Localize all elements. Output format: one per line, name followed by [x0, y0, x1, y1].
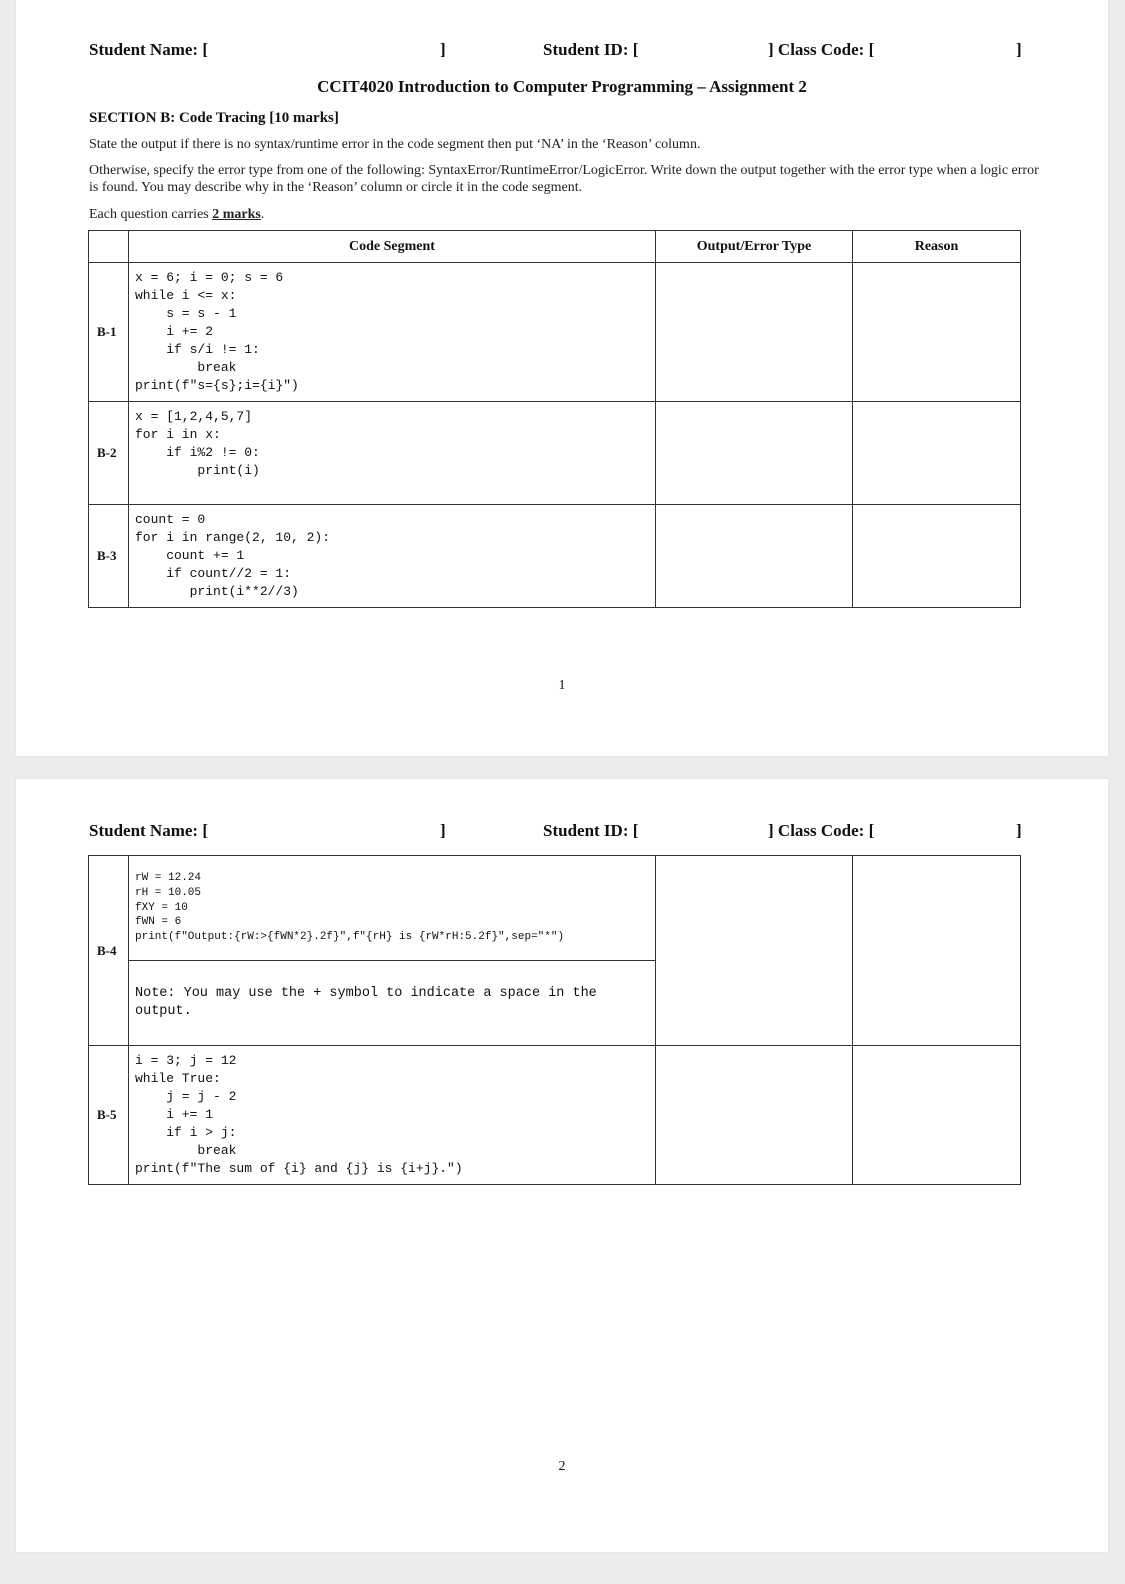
code-segment-b3: count = 0 for i in range(2, 10, 2): count += 1 if count//2 = 1: print(i**2//3)	[135, 512, 331, 599]
question-id: B-4	[89, 856, 129, 1046]
questions-table-1	[88, 230, 1021, 608]
col-code-header: Code Segment	[129, 231, 656, 263]
output-answer-cell[interactable]	[656, 263, 853, 402]
page-1	[16, 0, 1108, 756]
question-id: B-1	[89, 263, 129, 402]
student-name-label: Student Name: [	[89, 40, 208, 59]
col-reason-header: Reason	[853, 231, 1021, 263]
student-id-label: Student ID: [	[543, 40, 639, 59]
col-output-header: Output/Error Type	[656, 231, 853, 263]
reason-answer-cell[interactable]	[853, 263, 1021, 402]
table-row	[89, 505, 1021, 608]
output-answer-cell[interactable]	[656, 505, 853, 608]
reason-answer-cell[interactable]	[853, 505, 1021, 608]
student-name-close-bracket: ]	[440, 40, 446, 59]
table-row	[89, 1046, 1021, 1185]
code-cell	[129, 505, 656, 608]
reason-answer-cell[interactable]	[853, 856, 1021, 1046]
questions-table-2	[88, 855, 1021, 1185]
instruction-3	[89, 206, 1049, 223]
col-id-header	[89, 231, 129, 263]
marks-emphasis: 2 marks	[212, 207, 261, 222]
instruction-2: Otherwise, specify the error type from one of the following: SyntaxError/RuntimeError/LogicError. Write down the output together with the error type when a logic error is found. You may describe why in the ‘Reason’ column or circle it in the code segment.	[89, 163, 1039, 195]
class-code-close-bracket: ]	[1016, 821, 1022, 840]
output-answer-cell[interactable]	[656, 856, 853, 1046]
reason-answer-cell[interactable]	[853, 1046, 1021, 1185]
code-cell	[129, 263, 656, 402]
code-cell	[129, 856, 656, 961]
question-id: B-3	[89, 505, 129, 608]
code-cell	[129, 402, 656, 505]
note-cell	[129, 961, 656, 1046]
page-2	[16, 779, 1108, 1552]
instruction-3-prefix: Each question carries	[89, 207, 213, 222]
assignment-title: CCIT4020 Introduction to Computer Programming – Assignment 2	[317, 77, 807, 96]
student-name-close-bracket: ]	[440, 821, 446, 840]
code-cell	[129, 1046, 656, 1185]
code-segment-b2: x = [1,2,4,5,7] for i in x: if i%2 != 0: print(i)	[135, 409, 260, 478]
reason-answer-cell[interactable]	[853, 402, 1021, 505]
code-segment-b5: i = 3; j = 12 while True: j = j - 2 i += 1 if i > j: break print(f"The sum of {i} and {j} is {i+j}.")	[135, 1053, 463, 1176]
page-number: 1	[558, 678, 566, 693]
code-segment-b4: rW = 12.24 rH = 10.05 fXY = 10 fWN = 6 print(f"Output:{rW:>{fWN*2}.2f}",f"{rH} is {rW*rH:5.2f}",sep="*")	[135, 872, 565, 944]
question-id: B-2	[89, 402, 129, 505]
note-text: Note: You may use the + symbol to indicate a space in the output.	[135, 986, 597, 1019]
page-number: 2	[558, 1459, 566, 1474]
output-answer-cell[interactable]	[656, 402, 853, 505]
code-segment-b1: x = 6; i = 0; s = 6 while i <= x: s = s - 1 i += 2 if s/i != 1: break print(f"s={s};i={i}")	[135, 270, 299, 393]
class-code-label: ] Class Code: [	[768, 821, 875, 840]
section-title: SECTION B: Code Tracing [10 marks]	[89, 110, 339, 126]
instruction-1: State the output if there is no syntax/runtime error in the code segment then put ‘NA’ in the ‘Reason’ column.	[89, 137, 701, 152]
table-row	[89, 263, 1021, 402]
question-id: B-5	[89, 1046, 129, 1185]
class-code-close-bracket: ]	[1016, 40, 1022, 59]
table-row	[89, 402, 1021, 505]
student-name-label: Student Name: [	[89, 821, 208, 840]
class-code-label: ] Class Code: [	[768, 40, 875, 59]
instruction-3-suffix: .	[260, 207, 265, 222]
table-row	[89, 856, 1021, 961]
output-answer-cell[interactable]	[656, 1046, 853, 1185]
student-id-label: Student ID: [	[543, 821, 639, 840]
